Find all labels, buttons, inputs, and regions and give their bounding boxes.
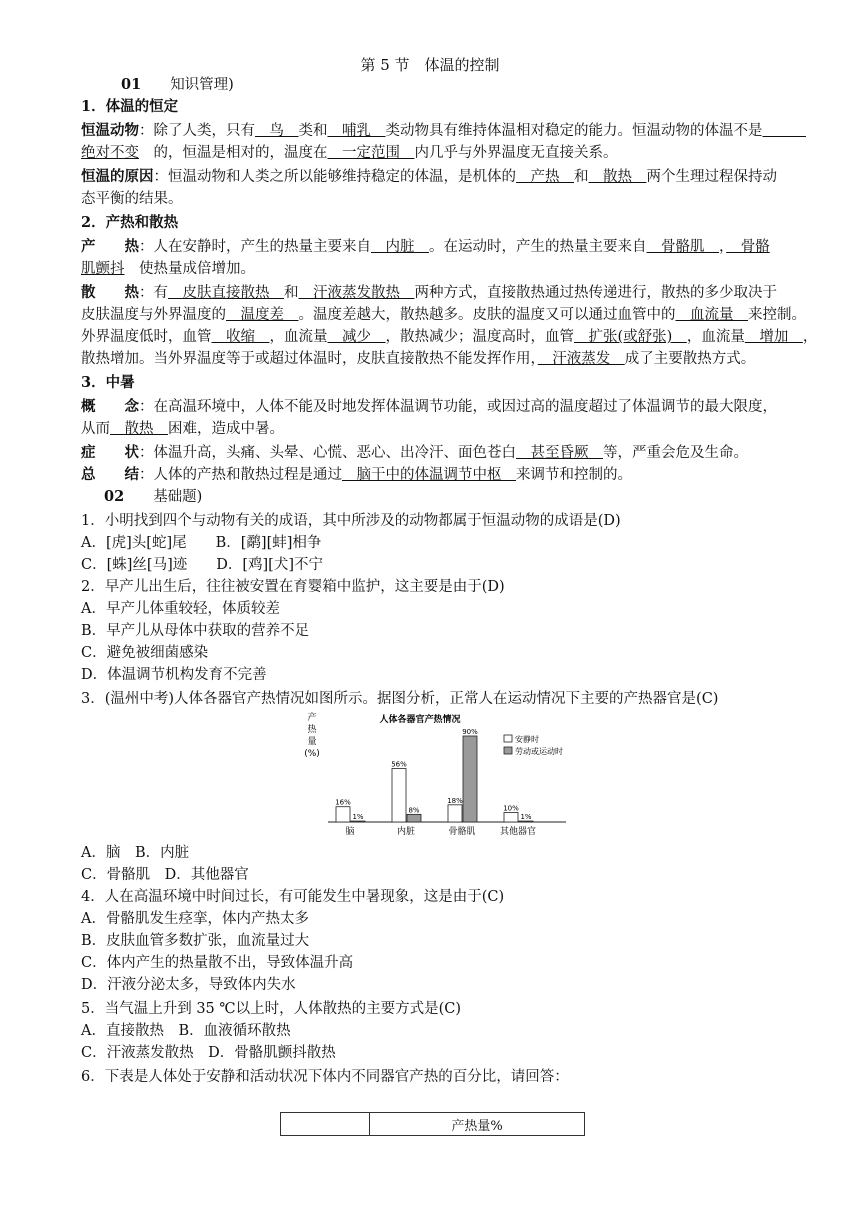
para-summary (81, 464, 809, 486)
answer-blank: 汗液蒸发 (537, 351, 625, 367)
text: 和 (284, 285, 299, 301)
y-label-char: (%) (304, 749, 320, 759)
page-title: 第 5 节 体温的控制 (360, 56, 500, 74)
text: ：除了人类，只有 (139, 123, 255, 139)
answer-blank: 骨骼 (726, 239, 770, 255)
text: 等，严重会危及生命。 (603, 445, 748, 461)
answer-blank: 散热 (110, 421, 168, 437)
text: 散热增加。当外界温度等于或超过体温时，皮肤直接散热不能发挥作用， (81, 351, 538, 367)
q5-options-ab: A．直接散热 B．血液循环散热 (81, 1023, 291, 1039)
q5-options-cd: C．汗液蒸发散热 D．骨骼肌颤抖散热 (81, 1045, 336, 1061)
table-row (281, 1113, 585, 1136)
section-header-knowledge (121, 74, 849, 96)
para-heat-loss-2 (81, 304, 809, 326)
q4-option-d: D．汗液分泌太多，导致体内失水 (81, 977, 296, 993)
para-heat-loss-3 (81, 326, 818, 348)
text: 来控制。 (748, 307, 806, 323)
answer-blank: 温度差 (226, 307, 299, 323)
organ-heat-chart (300, 710, 570, 840)
para-reason-1 (81, 166, 809, 188)
answer-blank: 散热 (588, 169, 647, 185)
para-heat-production-2 (81, 258, 809, 280)
text: 的，恒温是相对的，温度在 (139, 145, 328, 161)
answer-blank: 骨骼肌 (646, 239, 719, 255)
legend-swatch (504, 747, 512, 754)
bar-rest (448, 805, 462, 822)
text: 皮肤温度与外界温度的 (81, 307, 226, 323)
text: ：人在安静时，产生的热量主要来自 (139, 239, 371, 255)
answer-blank: 肌颤抖 (81, 261, 125, 277)
term-label: 恒温的原因 (81, 168, 154, 185)
text: 类动物具有维持体温相对稳定的能力。恒温动物的体温不是 (385, 123, 763, 139)
bars-group (335, 728, 536, 837)
para-symptoms (81, 442, 809, 464)
answer-blank: 皮肤直接散热 (168, 285, 284, 301)
para-concept-2 (81, 418, 809, 440)
data-label: 90% (462, 728, 478, 736)
text: ：在高温环境中，人体不能及时地发挥体温调节功能，或因过高的温度超过了体温调节的最大限度， (139, 399, 777, 415)
data-label: 1% (352, 813, 364, 822)
section-number: 02 (104, 488, 125, 505)
text: ，血流量 (686, 329, 745, 345)
section-label: 知识管理) (170, 77, 234, 93)
text: 和 (574, 169, 589, 185)
para-warm-blooded-2 (81, 142, 809, 164)
answer-blank (763, 123, 807, 139)
table-cell (281, 1113, 370, 1136)
q1-options-ab: A．[虎]头[蛇]尾 B．[鹬][蚌]相争 (81, 535, 322, 551)
answer-blank: 内脏 (371, 239, 429, 255)
text: ：有 (139, 285, 168, 301)
bar-active (351, 821, 365, 822)
text: 困难，造成中暑。 (168, 421, 284, 437)
legend-label: 安静时 (515, 735, 539, 744)
bar-active (519, 821, 533, 822)
q1-stem: 1．小明找到四个与动物有关的成语，其中所涉及的动物都属于恒温动物的成语是(D) (81, 513, 621, 529)
q4-option-b: B．皮肤血管多数扩张，血流量过大 (81, 933, 310, 949)
bar-rest (336, 807, 350, 822)
answer-blank: 哺乳 (327, 123, 386, 139)
y-label-char: 量 (307, 737, 317, 747)
term-label: 恒温动物 (81, 122, 139, 139)
text: 来调节和控制的。 (516, 467, 632, 483)
q2-option-a: A．早产儿体重较轻，体质较差 (81, 601, 280, 617)
text: ，散热减少；温度高时，血管 (385, 329, 574, 345)
text: 。温度差越大，散热越多。皮肤的温度又可以通过血管中的 (298, 307, 676, 323)
answer-blank: 一定范围 (327, 145, 415, 161)
bar-rest (504, 812, 518, 822)
answer-blank: 产热 (516, 169, 574, 185)
text: ：体温升高，头痛、头晕、心慌、恶心、出冷汗、面色苍白 (139, 445, 516, 461)
text: 使热量成倍增加。 (124, 261, 255, 277)
data-label: 8% (408, 806, 420, 815)
para-concept-1 (81, 396, 809, 418)
chart-title: 人体各器官产热情况 (379, 715, 461, 725)
q2-option-c: C．避免被细菌感染 (81, 645, 209, 661)
answer-blank: 脑干中的体温调节中枢 (342, 467, 516, 483)
text: ，血流量 (269, 329, 328, 345)
text: 。在运动时，产生的热量主要来自 (429, 239, 647, 255)
data-label: 18% (447, 796, 463, 805)
x-tick-label: 其他器官 (499, 827, 537, 837)
section-number: 01 (121, 76, 142, 93)
bar-active (407, 814, 421, 822)
text: 两个生理过程保持动 (646, 169, 777, 185)
term-label: 产 热 (81, 238, 139, 255)
y-label-char: 产 (307, 713, 317, 723)
term-label: 总 结 (81, 466, 139, 483)
q6-stem: 6．下表是人体处于安静和活动状况下体内不同器官产热的百分比，请回答： (81, 1069, 569, 1085)
section-header-basic (104, 486, 832, 508)
data-label: 1% (520, 813, 532, 822)
text: 两种方式，直接散热通过热传递进行，散热的多少取决于 (414, 285, 777, 301)
text: ， (802, 329, 818, 345)
q5-stem: 5．当气温上升到 35 ℃以上时，人体散热的主要方式是(C) (81, 1001, 462, 1017)
text: ：人体的产热和散热过程是通过 (139, 467, 342, 483)
text: 类和 (298, 123, 328, 139)
q3-options-ab: A．脑 B．内脏 (81, 845, 190, 861)
heat-table (280, 1112, 585, 1136)
bar-rest (392, 768, 406, 822)
answer-blank: 收缩 (211, 329, 270, 345)
x-tick-label: 内脏 (396, 827, 416, 837)
heading-heatstroke: 3．中暑 (81, 374, 135, 391)
q3-options-cd: C．骨骼肌 D．其他器官 (81, 867, 249, 883)
data-label: 16% (335, 798, 351, 807)
heading-heat: 2．产热和散热 (81, 214, 179, 231)
answer-blank: 绝对不变 (81, 145, 139, 161)
q2-option-b: B．早产儿从母体中获取的营养不足 (81, 623, 310, 639)
q3-stem: 3．(温州中考)人体各器官产热情况如图所示。据图分析，正常人在运动情况下主要的产热器官是(C) (81, 691, 719, 707)
bar-active (463, 736, 477, 822)
text: 成了主要散热方式。 (624, 351, 756, 367)
chart-legend (504, 734, 563, 756)
q4-stem: 4．人在高温环境中时间过长，有可能发生中暑现象，这是由于(C) (81, 889, 505, 905)
para-warm-blooded-1 (81, 120, 809, 142)
y-label-char: 热 (307, 725, 317, 735)
text: ， (719, 239, 727, 255)
answer-blank: 汗液蒸发散热 (298, 285, 415, 301)
q4-option-a: A．骨骼肌发生痉挛，体内产热太多 (81, 911, 309, 927)
term-label: 散 热 (81, 284, 139, 301)
heading-constant-temp: 1．体温的恒定 (81, 98, 179, 115)
para-heat-production-1 (81, 236, 809, 258)
para-heat-loss-1 (81, 282, 809, 304)
answer-blank: 增加 (744, 329, 803, 345)
para-reason-2: 态平衡的结果。 (81, 191, 183, 207)
text: ：恒温动物和人类之所以能够维持稳定的体温，是机体的 (153, 169, 516, 185)
section-label: 基础题) (153, 489, 203, 505)
legend-label: 劳动或运动时 (515, 747, 563, 756)
answer-blank: 鸟 (255, 123, 299, 139)
term-label: 概 念 (81, 398, 139, 415)
text: 外界温度低时，血管 (81, 329, 212, 345)
answer-blank: 扩张(或舒张) (574, 329, 687, 345)
para-heat-loss-4 (81, 348, 809, 370)
answer-blank: 血流量 (675, 307, 748, 323)
term-label: 症 状 (81, 444, 139, 461)
data-label: 56% (391, 760, 407, 769)
q2-stem: 2．早产儿出生后，往往被安置在育婴箱中监护，这主要是由于(D) (81, 579, 505, 595)
text: 内几乎与外界温度无直接关系。 (414, 145, 618, 161)
x-tick-label: 骨骼肌 (448, 827, 476, 837)
answer-blank: 甚至昏厥 (516, 445, 603, 461)
q4-option-c: C．体内产生的热量散不出，导致体温升高 (81, 955, 354, 971)
y-axis-label (304, 711, 320, 759)
data-label: 10% (503, 804, 519, 813)
q2-option-d: D．体温调节机构发育不完善 (81, 667, 267, 683)
text: 从而 (81, 421, 110, 437)
table-header-heat: 产热量% (370, 1113, 585, 1136)
legend-swatch (504, 735, 512, 742)
answer-blank: 减少 (327, 329, 386, 345)
x-tick-label: 脑 (345, 827, 355, 837)
q1-options-cd: C．[蛛]丝[马]迹 D．[鸡][犬]不宁 (81, 557, 323, 573)
